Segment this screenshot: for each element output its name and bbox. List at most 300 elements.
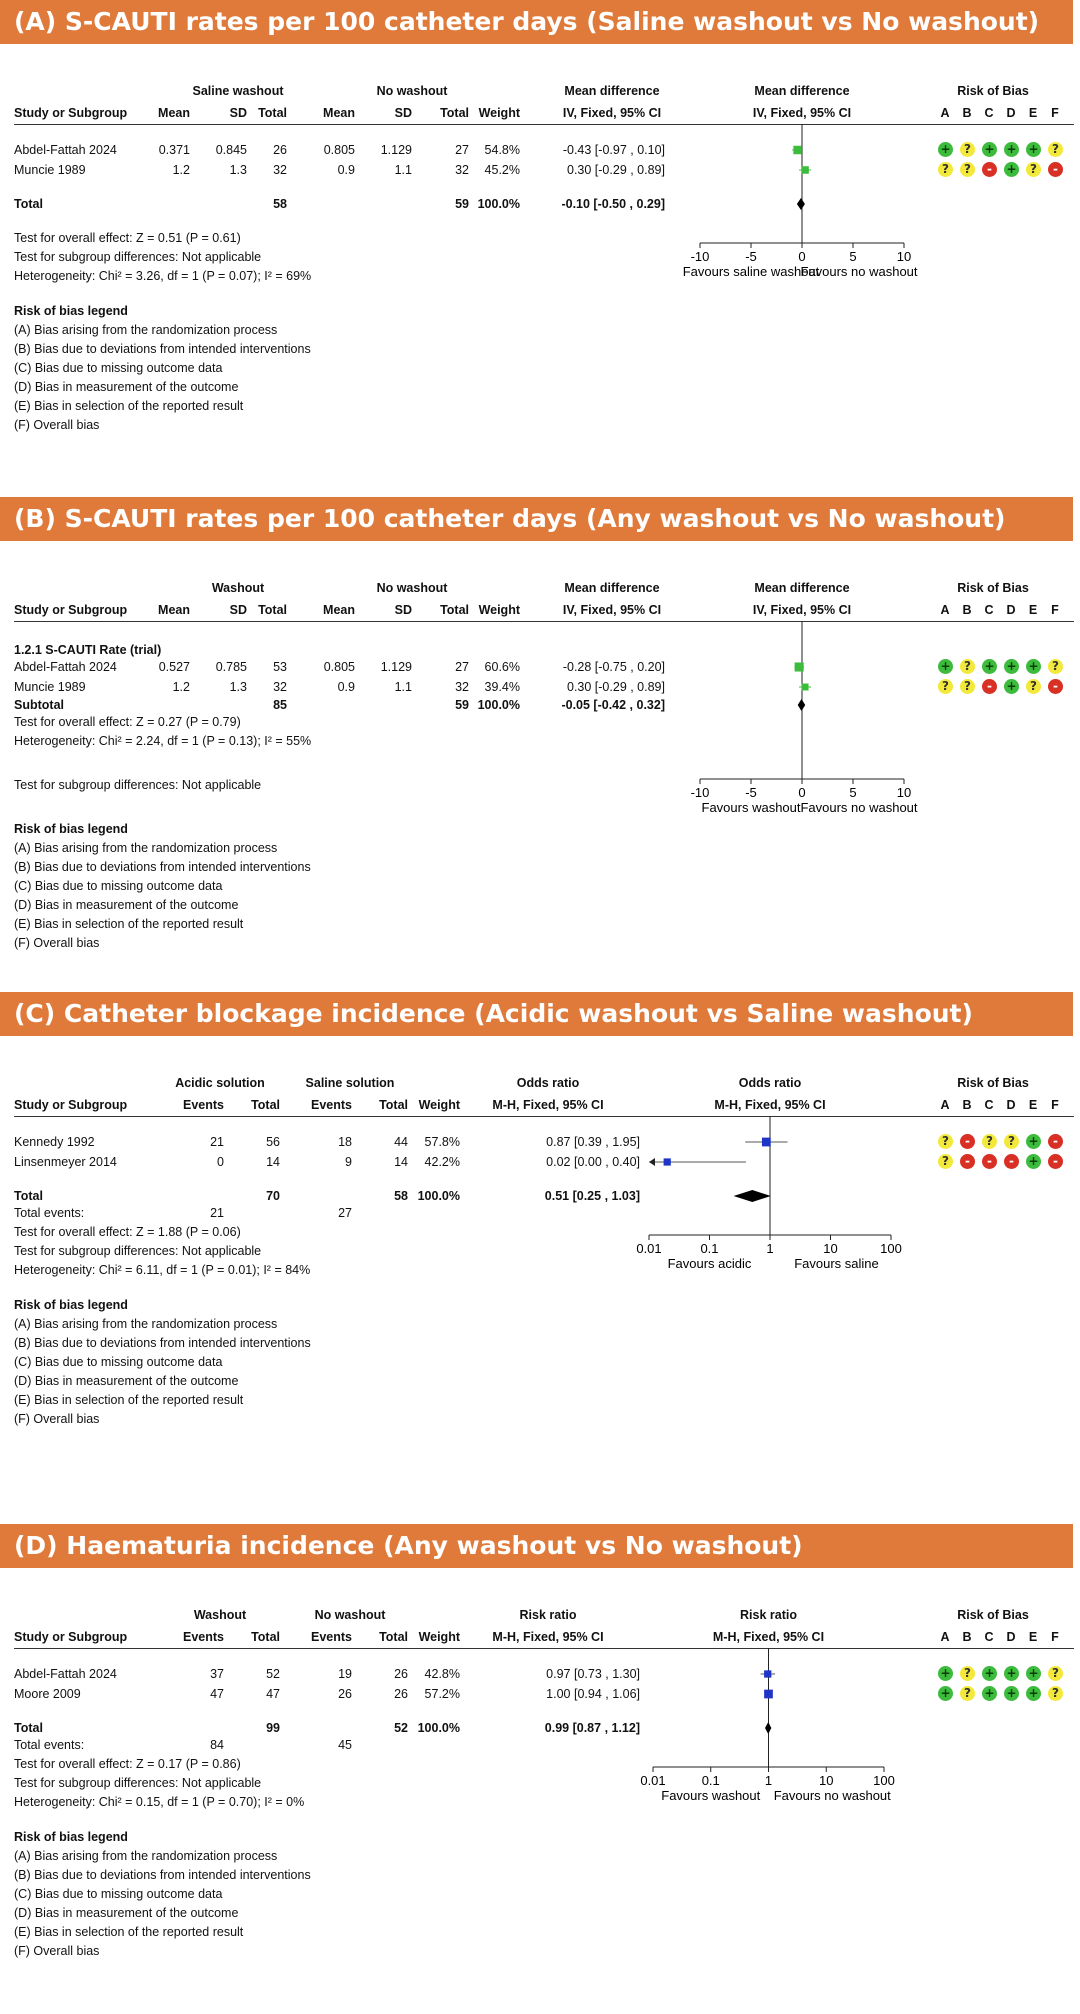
effect-header: Risk ratio	[519, 1608, 577, 1622]
rob-legend-item: (B) Bias due to deviations from intended interventions	[14, 342, 311, 356]
group2-value: 0.805	[323, 143, 355, 157]
group1-value: 1.2	[172, 163, 190, 177]
group1-header: Saline washout	[192, 84, 284, 98]
group1-header: Washout	[193, 1608, 247, 1622]
forest-plot-c	[0, 992, 1080, 1482]
stat-line: Heterogeneity: Chi² = 3.26, df = 1 (P = 0.07); I² = 69%	[14, 269, 312, 283]
study-name: Abdel-Fattah 2024	[14, 143, 117, 157]
group1-value: 21	[210, 1135, 224, 1149]
study-name: Muncie 1989	[14, 680, 86, 694]
plot-column-header: IV, Fixed, 95% CI	[752, 603, 852, 617]
stat-line: Test for overall effect: Z = 0.27 (P = 0.79)	[14, 715, 241, 729]
group2-value: 27	[455, 143, 469, 157]
rob-judgement-some: ?	[960, 679, 975, 694]
x-axis-tick-label: 10	[896, 785, 912, 800]
rob-judgement-some: ?	[960, 162, 975, 177]
study-column-header: Study or Subgroup	[14, 106, 128, 120]
group2-value: 19	[338, 1667, 352, 1681]
column-header: Mean	[158, 603, 190, 617]
total-effect: 0.51 [0.25 , 1.03]	[544, 1189, 640, 1203]
weight-column-header: Weight	[478, 603, 520, 617]
rob-column-letter: F	[1051, 603, 1059, 617]
effect-column-header: IV, Fixed, 95% CI	[562, 603, 662, 617]
rob-judgement-high: -	[1048, 1134, 1063, 1149]
rob-column-letter: D	[1006, 106, 1016, 120]
study-weight: 42.2%	[424, 1155, 460, 1169]
stat-line: Test for overall effect: Z = 1.88 (P = 0.06)	[14, 1225, 241, 1239]
rob-column-letter: E	[1028, 1098, 1038, 1112]
rob-legend-item: (F) Overall bias	[14, 1944, 100, 1958]
group1-value: 0.527	[158, 660, 190, 674]
rob-judgement-some: ?	[982, 1134, 997, 1149]
study-point-estimate	[762, 1138, 771, 1147]
rob-judgement-low: +	[1004, 679, 1019, 694]
rob-legend-item: (C) Bias due to missing outcome data	[14, 1887, 223, 1901]
stat-line: Test for subgroup differences: Not applicable	[14, 1776, 262, 1790]
rob-judgement-some: ?	[960, 1666, 975, 1681]
total-weight: 100.0%	[477, 698, 520, 712]
group2-value: 0.805	[323, 660, 355, 674]
study-point-estimate	[795, 662, 804, 671]
x-axis-tick-label: 1	[764, 1773, 773, 1788]
subgroup-label: 1.2.1 S-CAUTI Rate (trial)	[14, 643, 162, 657]
stat-line: Test for subgroup differences: Not applicable	[14, 250, 262, 264]
column-header: Total	[251, 1098, 280, 1112]
study-weight: 39.4%	[484, 680, 520, 694]
rob-judgement-some: ?	[960, 142, 975, 157]
rob-judgement-low: +	[938, 1666, 953, 1681]
pooled-estimate-diamond	[734, 1190, 771, 1202]
group2-value: 1.1	[394, 163, 412, 177]
rob-legend-item: (F) Overall bias	[14, 936, 100, 950]
study-column-header: Study or Subgroup	[14, 1630, 128, 1644]
x-axis-tick-label: 0	[798, 785, 806, 800]
total-weight: 100.0%	[477, 197, 520, 211]
study-column-header: Study or Subgroup	[14, 1098, 128, 1112]
rob-legend-item: (A) Bias arising from the randomization process	[14, 841, 278, 855]
study-weight: 57.8%	[424, 1135, 460, 1149]
group2-value: 0.9	[337, 163, 355, 177]
group2-header: Saline solution	[305, 1076, 395, 1090]
rob-judgement-some: ?	[1048, 142, 1063, 157]
total-group2: 52	[394, 1721, 408, 1735]
rob-judgement-high: -	[960, 1134, 975, 1149]
rob-judgement-some: ?	[938, 679, 953, 694]
group1-header: Acidic solution	[175, 1076, 265, 1090]
column-header: Events	[311, 1098, 352, 1112]
rob-column-letter: C	[984, 1098, 994, 1112]
rob-legend-item: (F) Overall bias	[14, 418, 100, 432]
rob-judgement-high: -	[1048, 679, 1063, 694]
rob-header: Risk of Bias	[957, 1076, 1029, 1090]
study-point-estimate	[793, 146, 801, 154]
weight-column-header: Weight	[478, 106, 520, 120]
rob-column-letter: F	[1051, 1098, 1059, 1112]
group2-value: 27	[455, 660, 469, 674]
rob-legend-item: (B) Bias due to deviations from intended interventions	[14, 1336, 311, 1350]
effect-column-header: M-H, Fixed, 95% CI	[492, 1630, 604, 1644]
study-effect: 1.00 [0.94 , 1.06]	[546, 1687, 640, 1701]
effect-column-header: M-H, Fixed, 95% CI	[492, 1098, 604, 1112]
group1-value: 47	[266, 1687, 280, 1701]
total-effect: -0.10 [-0.50 , 0.29]	[561, 197, 665, 211]
panel-title: (B) S-CAUTI rates per 100 catheter days (Any washout vs No washout)	[14, 504, 1006, 533]
rob-judgement-low: +	[1026, 1134, 1041, 1149]
group2-value: 14	[394, 1155, 408, 1169]
favours-right-label: Favours no washout	[800, 800, 918, 815]
favours-right-label: Favours no washout	[773, 1788, 891, 1803]
rob-judgement-low: +	[1026, 1666, 1041, 1681]
x-axis-tick-label: -10	[690, 785, 710, 800]
x-axis-tick-label: 5	[849, 249, 857, 264]
ci-truncation-arrow	[649, 1158, 655, 1166]
panel-b	[0, 497, 1080, 987]
study-point-estimate	[764, 1690, 773, 1699]
group1-value: 1.3	[229, 163, 247, 177]
total-group1: 70	[266, 1189, 280, 1203]
x-axis-tick-label: 100	[880, 1241, 902, 1256]
total-label: Total	[14, 1189, 43, 1203]
study-effect: -0.28 [-0.75 , 0.20]	[562, 660, 665, 674]
favours-right-label: Favours saline	[794, 1256, 879, 1271]
study-weight: 57.2%	[424, 1687, 460, 1701]
rob-header: Risk of Bias	[957, 581, 1029, 595]
total-group2: 59	[455, 197, 469, 211]
group2-value: 1.129	[380, 143, 412, 157]
study-name: Abdel-Fattah 2024	[14, 1667, 117, 1681]
rob-judgement-some: ?	[960, 1686, 975, 1701]
rob-judgement-high: -	[982, 679, 997, 694]
column-header: Total	[251, 1630, 280, 1644]
rob-judgement-some: ?	[938, 1154, 953, 1169]
group2-header: No washout	[314, 1608, 386, 1622]
study-point-estimate	[764, 1670, 771, 1677]
group2-value: 32	[455, 163, 469, 177]
rob-legend-item: (E) Bias in selection of the reported result	[14, 399, 244, 413]
favours-left-label: Favours washout	[701, 800, 801, 815]
rob-legend-title: Risk of bias legend	[14, 1830, 128, 1844]
rob-legend-item: (F) Overall bias	[14, 1412, 100, 1426]
total-group2: 58	[394, 1189, 408, 1203]
stat-line: Test for subgroup differences: Not applicable	[14, 778, 262, 792]
total-weight: 100.0%	[417, 1189, 460, 1203]
total-events-group2: 45	[338, 1738, 352, 1752]
rob-judgement-high: -	[1004, 1154, 1019, 1169]
x-axis-tick-label: 0.01	[636, 1241, 662, 1256]
rob-column-letter: A	[940, 603, 950, 617]
rob-judgement-low: +	[938, 142, 953, 157]
total-events-group1: 21	[210, 1206, 224, 1220]
group2-value: 26	[394, 1667, 408, 1681]
rob-legend-item: (B) Bias due to deviations from intended interventions	[14, 1868, 311, 1882]
total-group2: 59	[455, 698, 469, 712]
study-effect: 0.97 [0.73 , 1.30]	[546, 1667, 640, 1681]
x-axis-tick-label: 5	[849, 785, 857, 800]
rob-column-letter: B	[962, 1630, 972, 1644]
x-axis-tick-label: 0.1	[701, 1773, 720, 1788]
rob-judgement-some: ?	[1048, 659, 1063, 674]
group1-value: 1.2	[172, 680, 190, 694]
column-header: Mean	[323, 603, 355, 617]
column-header: Total	[379, 1630, 408, 1644]
rob-column-letter: B	[962, 106, 972, 120]
column-header: Events	[183, 1098, 224, 1112]
study-column-header: Study or Subgroup	[14, 603, 128, 617]
rob-legend-item: (D) Bias in measurement of the outcome	[14, 898, 239, 912]
plot-header: Odds ratio	[738, 1076, 802, 1090]
total-effect: 0.99 [0.87 , 1.12]	[544, 1721, 640, 1735]
group1-value: 52	[266, 1667, 280, 1681]
rob-judgement-low: +	[938, 659, 953, 674]
rob-judgement-some: ?	[960, 659, 975, 674]
column-header: Total	[440, 603, 469, 617]
forest-plot-b	[0, 497, 1080, 987]
panel-title: (D) Haematuria incidence (Any washout vs No washout)	[14, 1531, 803, 1560]
column-header: Events	[311, 1630, 352, 1644]
rob-column-letter: C	[984, 106, 994, 120]
group1-value: 47	[210, 1687, 224, 1701]
total-label: Total	[14, 1721, 43, 1735]
rob-judgement-high: -	[982, 1154, 997, 1169]
study-weight: 42.8%	[424, 1667, 460, 1681]
pooled-estimate-diamond	[797, 198, 805, 210]
x-axis-tick-label: 10	[819, 1773, 834, 1788]
study-point-estimate	[802, 684, 809, 691]
column-header: Total	[440, 106, 469, 120]
rob-column-letter: F	[1051, 1630, 1059, 1644]
rob-column-letter: D	[1006, 603, 1016, 617]
group1-value: 32	[273, 163, 287, 177]
rob-judgement-some: ?	[1026, 162, 1041, 177]
study-effect: 0.30 [-0.29 , 0.89]	[567, 680, 665, 694]
rob-judgement-low: +	[982, 142, 997, 157]
rob-column-letter: C	[984, 1630, 994, 1644]
total-events-group1: 84	[210, 1738, 224, 1752]
total-group1: 58	[273, 197, 287, 211]
group2-value: 0.9	[337, 680, 355, 694]
rob-column-letter: A	[940, 1098, 950, 1112]
group2-value: 32	[455, 680, 469, 694]
rob-judgement-low: +	[982, 1666, 997, 1681]
rob-judgement-some: ?	[1026, 679, 1041, 694]
total-events-label: Total events:	[14, 1738, 85, 1752]
total-group1: 99	[266, 1721, 280, 1735]
study-point-estimate	[801, 166, 809, 174]
weight-column-header: Weight	[418, 1630, 460, 1644]
total-events-group2: 27	[338, 1206, 352, 1220]
rob-judgement-some: ?	[1048, 1686, 1063, 1701]
rob-judgement-high: -	[1048, 1154, 1063, 1169]
rob-judgement-high: -	[982, 162, 997, 177]
weight-column-header: Weight	[418, 1098, 460, 1112]
group1-value: 1.3	[229, 680, 247, 694]
rob-judgement-some: ?	[938, 1134, 953, 1149]
plot-column-header: IV, Fixed, 95% CI	[752, 106, 852, 120]
panel-title: (C) Catheter blockage incidence (Acidic washout vs Saline washout)	[14, 999, 973, 1028]
total-events-label: Total events:	[14, 1206, 85, 1220]
rob-header: Risk of Bias	[957, 84, 1029, 98]
group1-value: 0.371	[158, 143, 190, 157]
rob-legend-item: (A) Bias arising from the randomization process	[14, 1317, 278, 1331]
rob-legend-item: (D) Bias in measurement of the outcome	[14, 1906, 239, 1920]
x-axis-tick-label: 10	[896, 249, 912, 264]
x-axis-tick-label: 0	[798, 249, 806, 264]
x-axis-tick-label: 100	[873, 1773, 895, 1788]
favours-right-label: Favours no washout	[800, 264, 918, 279]
rob-column-letter: A	[940, 1630, 950, 1644]
rob-judgement-low: +	[982, 1686, 997, 1701]
favours-left-label: Favours saline washout	[682, 264, 820, 279]
column-header: SD	[394, 603, 412, 617]
study-effect: 0.02 [0.00 , 0.40]	[546, 1155, 640, 1169]
group2-value: 9	[345, 1155, 352, 1169]
rob-column-letter: E	[1028, 1630, 1038, 1644]
group1-value: 26	[273, 143, 287, 157]
rob-legend-item: (C) Bias due to missing outcome data	[14, 879, 223, 893]
rob-legend-item: (D) Bias in measurement of the outcome	[14, 1374, 239, 1388]
rob-judgement-some: ?	[1048, 1666, 1063, 1681]
group1-value: 0.785	[215, 660, 247, 674]
group1-value: 37	[210, 1667, 224, 1681]
rob-judgement-low: +	[1004, 142, 1019, 157]
x-axis-tick-label: 0.1	[700, 1241, 719, 1256]
effect-column-header: IV, Fixed, 95% CI	[562, 106, 662, 120]
rob-legend-title: Risk of bias legend	[14, 822, 128, 836]
rob-judgement-low: +	[1004, 659, 1019, 674]
study-name: Kennedy 1992	[14, 1135, 95, 1149]
forest-plot-d	[0, 1524, 1080, 2014]
x-axis-tick-label: 10	[823, 1241, 838, 1256]
stat-line: Heterogeneity: Chi² = 6.11, df = 1 (P = 0.01); I² = 84%	[14, 1263, 311, 1277]
rob-legend-item: (E) Bias in selection of the reported result	[14, 1393, 244, 1407]
group1-header: Washout	[211, 581, 265, 595]
favours-left-label: Favours acidic	[667, 1256, 752, 1271]
rob-column-letter: B	[962, 1098, 972, 1112]
stat-line: Test for overall effect: Z = 0.17 (P = 0.86)	[14, 1757, 241, 1771]
rob-judgement-some: ?	[938, 162, 953, 177]
column-header: Total	[258, 603, 287, 617]
rob-column-letter: E	[1028, 603, 1038, 617]
study-name: Linsenmeyer 2014	[14, 1155, 117, 1169]
forest-plot-a	[0, 0, 1080, 490]
x-axis-tick-label: -10	[690, 249, 710, 264]
panel-title: (A) S-CAUTI rates per 100 catheter days (Saline washout vs No washout)	[14, 7, 1040, 36]
total-group1: 85	[273, 698, 287, 712]
group1-value: 0	[217, 1155, 224, 1169]
group2-value: 44	[394, 1135, 408, 1149]
rob-legend-item: (A) Bias arising from the randomization process	[14, 323, 278, 337]
rob-judgement-low: +	[938, 1686, 953, 1701]
rob-judgement-low: +	[1026, 659, 1041, 674]
rob-judgement-some: ?	[1004, 1134, 1019, 1149]
rob-column-letter: C	[984, 603, 994, 617]
rob-judgement-low: +	[1004, 1666, 1019, 1681]
stat-line: Test for overall effect: Z = 0.51 (P = 0.61)	[14, 231, 241, 245]
group1-value: 14	[266, 1155, 280, 1169]
rob-legend-item: (A) Bias arising from the randomization process	[14, 1849, 278, 1863]
plot-header: Mean difference	[754, 84, 850, 98]
x-axis-tick-label: -5	[745, 785, 757, 800]
rob-judgement-low: +	[982, 659, 997, 674]
group1-value: 0.845	[215, 143, 247, 157]
group2-value: 1.1	[394, 680, 412, 694]
group2-header: No washout	[376, 581, 448, 595]
column-header: SD	[394, 106, 412, 120]
panel-d	[0, 1524, 1080, 2014]
stat-line: Heterogeneity: Chi² = 2.24, df = 1 (P = 0.13); I² = 55%	[14, 734, 312, 748]
rob-judgement-low: +	[1026, 1154, 1041, 1169]
effect-header: Mean difference	[564, 84, 660, 98]
stat-line: Test for subgroup differences: Not applicable	[14, 1244, 262, 1258]
study-weight: 60.6%	[484, 660, 520, 674]
column-header: Mean	[323, 106, 355, 120]
rob-judgement-low: +	[1026, 142, 1041, 157]
effect-header: Mean difference	[564, 581, 660, 595]
total-label: Subtotal	[14, 698, 64, 712]
total-weight: 100.0%	[417, 1721, 460, 1735]
group2-value: 26	[394, 1687, 408, 1701]
favours-left-label: Favours washout	[661, 1788, 761, 1803]
rob-legend-item: (D) Bias in measurement of the outcome	[14, 380, 239, 394]
rob-column-letter: A	[940, 106, 950, 120]
plot-header: Risk ratio	[740, 1608, 797, 1622]
study-name: Abdel-Fattah 2024	[14, 660, 117, 674]
x-axis-tick-label: -5	[745, 249, 757, 264]
study-point-estimate	[664, 1158, 671, 1165]
rob-legend-item: (B) Bias due to deviations from intended interventions	[14, 860, 311, 874]
column-header: Total	[379, 1098, 408, 1112]
study-effect: -0.43 [-0.97 , 0.10]	[562, 143, 665, 157]
study-name: Muncie 1989	[14, 163, 86, 177]
rob-judgement-high: -	[1048, 162, 1063, 177]
x-axis-tick-label: 0.01	[640, 1773, 666, 1788]
rob-legend-item: (C) Bias due to missing outcome data	[14, 361, 223, 375]
rob-legend-title: Risk of bias legend	[14, 1298, 128, 1312]
x-axis-tick-label: 1	[766, 1241, 774, 1256]
rob-column-letter: B	[962, 603, 972, 617]
rob-legend-item: (E) Bias in selection of the reported result	[14, 1925, 244, 1939]
column-header: Total	[258, 106, 287, 120]
rob-column-letter: D	[1006, 1630, 1016, 1644]
group2-value: 18	[338, 1135, 352, 1149]
rob-legend-item: (C) Bias due to missing outcome data	[14, 1355, 223, 1369]
study-weight: 54.8%	[484, 143, 520, 157]
study-name: Moore 2009	[14, 1687, 81, 1701]
plot-column-header: M-H, Fixed, 95% CI	[714, 1098, 826, 1112]
column-header: Mean	[158, 106, 190, 120]
panel-a	[0, 0, 1080, 490]
column-header: SD	[229, 106, 247, 120]
rob-judgement-high: -	[960, 1154, 975, 1169]
group2-value: 1.129	[380, 660, 412, 674]
study-weight: 45.2%	[484, 163, 520, 177]
total-label: Total	[14, 197, 43, 211]
study-effect: 0.30 [-0.29 , 0.89]	[567, 163, 665, 177]
rob-column-letter: E	[1028, 106, 1038, 120]
pooled-estimate-diamond	[765, 1722, 771, 1734]
total-effect: -0.05 [-0.42 , 0.32]	[561, 698, 665, 712]
rob-legend-item: (E) Bias in selection of the reported result	[14, 917, 244, 931]
effect-header: Odds ratio	[516, 1076, 580, 1090]
plot-header: Mean difference	[754, 581, 850, 595]
pooled-estimate-diamond	[798, 699, 806, 711]
rob-column-letter: F	[1051, 106, 1059, 120]
column-header: Events	[183, 1630, 224, 1644]
group2-header: No washout	[376, 84, 448, 98]
group1-value: 53	[273, 660, 287, 674]
rob-header: Risk of Bias	[957, 1608, 1029, 1622]
group2-value: 26	[338, 1687, 352, 1701]
